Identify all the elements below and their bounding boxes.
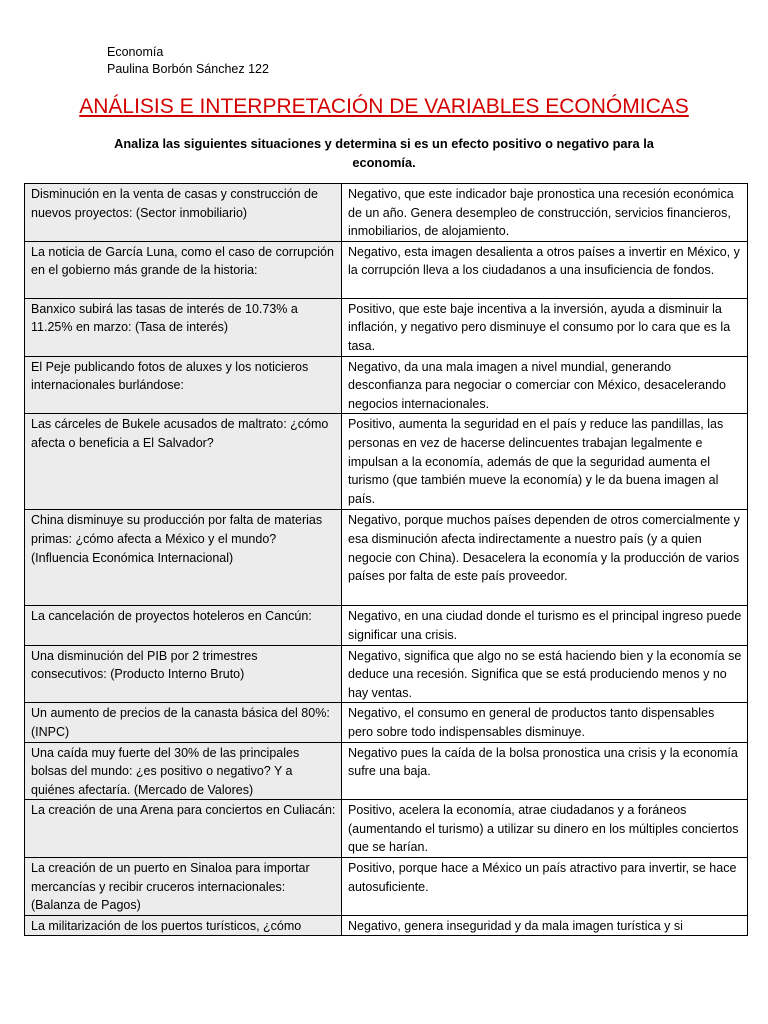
situation-cell: La militarización de los puertos turísticos, ¿cómo — [25, 915, 342, 936]
situation-cell: Un aumento de precios de la canasta básica del 80%: (INPC) — [25, 703, 342, 742]
effect-cell: Negativo, significa que algo no se está haciendo bien y la economía se deduce una recesión. Significa que se está produciendo menos y no hay ventas. — [342, 645, 748, 703]
analysis-table — [24, 183, 748, 936]
situation-cell: La creación de una Arena para conciertos en Culiacán: — [25, 800, 342, 858]
table-row — [25, 800, 748, 858]
effect-cell: Positivo, porque hace a México un país atractivo para invertir, se hace autosuficiente. — [342, 858, 748, 916]
situation-cell: Banxico subirá las tasas de interés de 10.73% a 11.25% en marzo: (Tasa de interés) — [25, 298, 342, 356]
effect-cell: Negativo, da una mala imagen a nivel mundial, generando desconfianza para negociar o comerciar con México, desacelerando negocios internacionales. — [342, 356, 748, 414]
author-label: Paulina Borbón Sánchez 122 — [107, 62, 269, 76]
subject-label: Economía — [107, 45, 164, 59]
page-title: ANÁLISIS E INTERPRETACIÓN DE VARIABLES ECONÓMICAS — [79, 95, 689, 118]
situation-cell: La creación de un puerto en Sinaloa para importar mercancías y recibir cruceros internacionales: (Balanza de Pagos) — [25, 858, 342, 916]
table-row — [25, 742, 748, 800]
table-row — [25, 241, 748, 298]
instructions: Analiza las siguientes situaciones y determina si es un efecto positivo o negativo para la economía. — [114, 136, 654, 170]
table-row — [25, 915, 748, 936]
effect-cell: Negativo, el consumo en general de productos tanto dispensables pero sobre todo indispensables disminuye. — [342, 703, 748, 742]
table-row — [25, 703, 748, 742]
effect-cell: Positivo, aumenta la seguridad en el país y reduce las pandillas, las personas en vez de hacerse delincuentes trabajan legalmente e impulsan a la economía, además de que la seguridad aumenta el turismo (que también mueve la economía) y le da buena imagen al país. — [342, 414, 748, 510]
effect-cell: Negativo, genera inseguridad y da mala imagen turística y si — [342, 915, 748, 936]
table-row — [25, 414, 748, 510]
table-row — [25, 510, 748, 606]
table-row — [25, 184, 748, 242]
situation-cell: La cancelación de proyectos hoteleros en Cancún: — [25, 606, 342, 645]
situation-cell: Una disminución del PIB por 2 trimestres consecutivos: (Producto Interno Bruto) — [25, 645, 342, 703]
table-row — [25, 298, 748, 356]
effect-cell: Negativo pues la caída de la bolsa pronostica una crisis y la economía sufre una baja. — [342, 742, 748, 800]
situation-cell: El Peje publicando fotos de aluxes y los noticieros internacionales burlándose: — [25, 356, 342, 414]
effect-cell: Positivo, que este baje incentiva a la inversión, ayuda a disminuir la inflación, y negativo pero disminuye el consumo por lo cara que es la tasa. — [342, 298, 748, 356]
effect-cell: Negativo, porque muchos países dependen de otros comercialmente y esa disminución afecta indirectamente a nuestro país (y a quien negocie con China). Desacelera la economía y la producción de varios países por falta de este país proveedor. — [342, 510, 748, 606]
situation-cell: China disminuye su producción por falta de materias primas: ¿cómo afecta a México y el mundo? (Influencia Económica Internacional) — [25, 510, 342, 606]
situation-cell: La noticia de García Luna, como el caso de corrupción en el gobierno más grande de la historia: — [25, 241, 342, 298]
effect-cell: Negativo, en una ciudad donde el turismo es el principal ingreso puede significar una crisis. — [342, 606, 748, 645]
effect-cell: Positivo, acelera la economía, atrae ciudadanos y a foráneos (aumentando el turismo) a utilizar su dinero en los múltiples conciertos que se harían. — [342, 800, 748, 858]
effect-cell: Negativo, esta imagen desalienta a otros países a invertir en México, y la corrupción lleva a los ciudadanos a una insuficiencia de fondos. — [342, 241, 748, 298]
table-row — [25, 858, 748, 916]
table-row — [25, 356, 748, 414]
table-row — [25, 606, 748, 645]
document-header — [107, 44, 269, 78]
situation-cell: Las cárceles de Bukele acusados de maltrato: ¿cómo afecta o beneficia a El Salvador? — [25, 414, 342, 510]
effect-cell: Negativo, que este indicador baje pronostica una recesión económica de un año. Genera desempleo de construcción, servicios financieros, inmobiliarios, de alojamiento. — [342, 184, 748, 242]
situation-cell: Una caída muy fuerte del 30% de las principales bolsas del mundo: ¿es positivo o negativo? Y a quiénes afectaría. (Mercado de Valores) — [25, 742, 342, 800]
situation-cell: Disminución en la venta de casas y construcción de nuevos proyectos: (Sector inmobiliario) — [25, 184, 342, 242]
table-row — [25, 645, 748, 703]
